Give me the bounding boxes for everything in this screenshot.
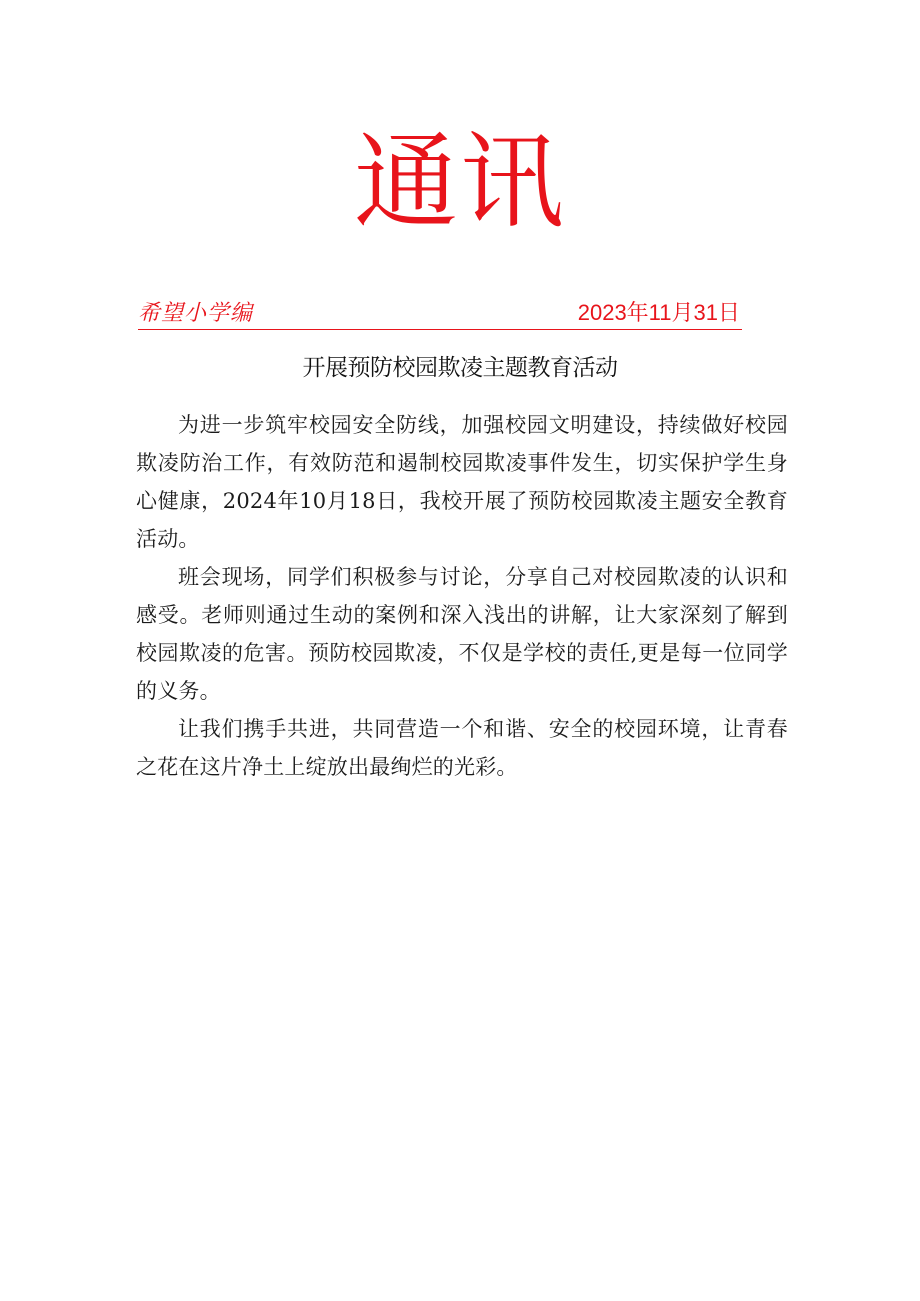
issuer-line [138,299,742,330]
issuer-name: 希望小学编 [138,300,254,325]
article-paragraph: 为进一步筑牢校园安全防线，加强校园文明建设，持续做好校园欺凌防治工作，有效防范和遏制校园欺凌事件发生，切实保护学生身心健康，2024年10月18日，我校开展了预防校园欺凌主题安全教育活动。 [136,413,788,551]
article-title: 开展预防校园欺凌主题教育活动 [302,354,618,380]
masthead-title: 通讯 [353,121,566,243]
article-body [136,406,788,786]
article-paragraph: 班会现场，同学们积极参与讨论，分享自己对校园欺凌的认识和感受。老师则通过生动的案例和深入浅出的讲解，让大家深刻了解到校园欺凌的危害。预防校园欺凌，不仅是学校的责任,更是每一位同学的义务。 [136,565,788,703]
article-paragraph: 让我们携手共进，共同营造一个和谐、安全的校园环境，让青春之花在这片净土上绽放出最绚烂的光彩。 [136,717,788,779]
issue-date: 2023年11月31日 [577,300,740,325]
